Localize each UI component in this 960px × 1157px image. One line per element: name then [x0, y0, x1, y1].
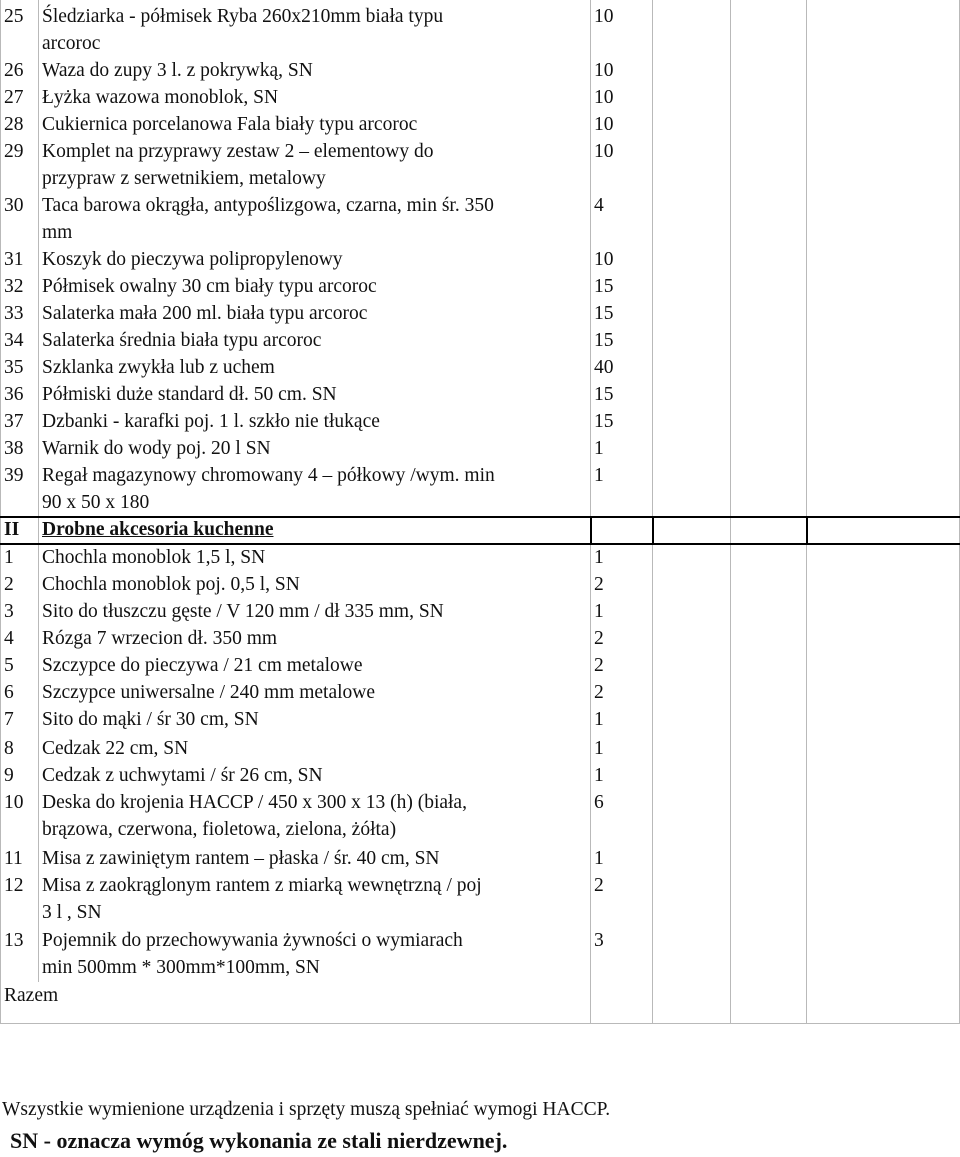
item-name-line: Sito do mąki / śr 30 cm, SN — [42, 709, 259, 730]
table-row — [0, 84, 960, 111]
empty-cell — [652, 327, 730, 354]
item-name — [38, 273, 590, 300]
item-quantity: 10 — [594, 87, 614, 108]
item-name — [38, 845, 590, 872]
item-number: 36 — [4, 384, 24, 405]
item-name-line: Cukiernica porcelanowa Fala biały typu arcoroc — [42, 114, 418, 135]
empty-cell — [652, 111, 730, 138]
item-name — [38, 381, 590, 408]
empty-cell — [806, 462, 960, 516]
empty-cell — [806, 408, 960, 435]
empty-cell — [806, 111, 960, 138]
item-number: 7 — [4, 709, 14, 730]
grid-line — [806, 516, 808, 545]
grid-line — [730, 0, 731, 1024]
empty-cell — [806, 3, 960, 57]
empty-cell — [730, 544, 806, 571]
table-row — [0, 246, 960, 273]
table-row — [0, 462, 960, 516]
item-name — [38, 927, 590, 982]
empty-cell — [652, 408, 730, 435]
empty-cell — [806, 435, 960, 462]
item-name — [38, 544, 590, 571]
table-row — [0, 872, 960, 927]
empty-cell — [652, 246, 730, 273]
empty-cell — [730, 872, 806, 927]
table-row — [0, 679, 960, 706]
item-quantity: 1 — [594, 738, 604, 759]
item-name — [38, 57, 590, 84]
empty-cell — [806, 735, 960, 762]
item-name-line: Pojemnik do przechowywania żywności o wymiarach — [42, 930, 463, 951]
item-name-line: mm — [42, 222, 73, 243]
section-title — [38, 516, 590, 544]
empty-cell — [806, 598, 960, 625]
item-name-line: arcoroc — [42, 33, 101, 54]
item-number: 29 — [4, 141, 24, 162]
item-name-line: Misa z zaokrąglonym rantem z miarką wewnętrzną / poj — [42, 875, 482, 896]
empty-cell — [730, 408, 806, 435]
table-row — [0, 544, 960, 571]
empty-cell — [652, 300, 730, 327]
item-number: 8 — [4, 738, 14, 759]
item-name-line: Waza do zupy 3 l. z pokrywką, SN — [42, 60, 313, 81]
item-name-line: Koszyk do pieczywa polipropylenowy — [42, 249, 343, 270]
item-number: II — [4, 519, 20, 540]
item-name-line: Rózga 7 wrzecion dł. 350 mm — [42, 628, 278, 649]
empty-cell — [730, 381, 806, 408]
empty-cell — [730, 3, 806, 57]
item-name-line: przypraw z serwetnikiem, metalowy — [42, 168, 326, 189]
empty-cell — [806, 300, 960, 327]
item-name — [38, 354, 590, 381]
table-row — [0, 598, 960, 625]
empty-cell — [806, 327, 960, 354]
grid-line — [0, 543, 960, 545]
empty-cell — [652, 789, 730, 845]
table-row — [0, 789, 960, 845]
item-name-line: Dzbanki - karafki poj. 1 l. szkło nie tłukące — [42, 411, 380, 432]
item-name — [38, 625, 590, 652]
empty-cell — [652, 138, 730, 192]
item-number: 9 — [4, 765, 14, 786]
item-number: 1 — [4, 547, 14, 568]
table-row — [0, 408, 960, 435]
sn-definition-note: SN - oznacza wymóg wykonania ze stali nierdzewnej. — [10, 1128, 508, 1153]
empty-cell — [652, 652, 730, 679]
empty-cell — [730, 706, 806, 735]
empty-cell — [652, 679, 730, 706]
item-quantity: 2 — [594, 875, 604, 896]
item-name — [38, 3, 590, 57]
table-row — [0, 845, 960, 872]
item-name-line: Misa z zawiniętym rantem – płaska / śr. 40 cm, SN — [42, 848, 440, 869]
item-number: 31 — [4, 249, 24, 270]
item-name-line: Szczypce do pieczywa / 21 cm metalowe — [42, 655, 363, 676]
empty-cell — [806, 192, 960, 246]
empty-cell — [806, 625, 960, 652]
table-row — [0, 735, 960, 762]
empty-cell — [652, 625, 730, 652]
empty-cell — [730, 273, 806, 300]
item-number: 27 — [4, 87, 24, 108]
empty-cell — [806, 679, 960, 706]
item-name-line: Drobne akcesoria kuchenne — [42, 519, 274, 540]
empty-cell — [652, 571, 730, 598]
empty-cell — [652, 927, 730, 982]
table-row — [0, 652, 960, 679]
item-number: 33 — [4, 303, 24, 324]
empty-cell — [730, 327, 806, 354]
empty-cell — [652, 3, 730, 57]
empty-cell — [806, 57, 960, 84]
item-number: 35 — [4, 357, 24, 378]
item-quantity: 3 — [594, 930, 604, 951]
item-name — [38, 246, 590, 273]
item-name-line: Cedzak 22 cm, SN — [42, 738, 189, 759]
item-name — [38, 462, 590, 516]
item-quantity: 40 — [594, 357, 614, 378]
empty-cell — [652, 462, 730, 516]
item-name — [38, 84, 590, 111]
empty-cell — [730, 652, 806, 679]
empty-cell — [652, 762, 730, 789]
total-row — [0, 982, 960, 1024]
table-row — [0, 327, 960, 354]
grid-line — [652, 0, 653, 1024]
table-row — [0, 762, 960, 789]
item-name — [38, 598, 590, 625]
item-number: 38 — [4, 438, 24, 459]
item-name-line: Warnik do wody poj. 20 l SN — [42, 438, 271, 459]
empty-cell — [806, 516, 960, 544]
empty-cell — [806, 789, 960, 845]
item-quantity: 1 — [594, 848, 604, 869]
table-row — [0, 57, 960, 84]
item-number: 39 — [4, 465, 24, 486]
empty-cell — [730, 845, 806, 872]
empty-cell — [806, 571, 960, 598]
item-name-line: Chochla monoblok 1,5 l, SN — [42, 547, 266, 568]
item-quantity: 6 — [594, 792, 604, 813]
item-number: 4 — [4, 628, 14, 649]
empty-cell — [652, 57, 730, 84]
empty-cell — [652, 845, 730, 872]
grid-line — [806, 0, 807, 1024]
item-quantity: 15 — [594, 411, 614, 432]
empty-cell — [652, 706, 730, 735]
empty-cell — [730, 762, 806, 789]
item-number: 10 — [4, 792, 24, 813]
empty-cell — [730, 598, 806, 625]
item-quantity: 15 — [594, 276, 614, 297]
total-label: Razem — [4, 985, 59, 1006]
item-name-line: Łyżka wazowa monoblok, SN — [42, 87, 279, 108]
item-quantity: 15 — [594, 384, 614, 405]
item-name-line: Szklanka zwykła lub z uchem — [42, 357, 275, 378]
item-number: 12 — [4, 875, 24, 896]
item-number: 28 — [4, 114, 24, 135]
empty-cell — [806, 273, 960, 300]
grid-line — [590, 0, 591, 1024]
empty-cell — [730, 192, 806, 246]
table-row — [0, 3, 960, 57]
empty-cell — [730, 625, 806, 652]
empty-cell — [730, 927, 806, 982]
empty-cell — [730, 679, 806, 706]
item-quantity: 1 — [594, 709, 604, 730]
item-number: 37 — [4, 411, 24, 432]
item-quantity: 15 — [594, 303, 614, 324]
empty-cell — [652, 544, 730, 571]
table-row — [0, 706, 960, 735]
item-name — [38, 679, 590, 706]
item-quantity: 2 — [594, 655, 604, 676]
item-name-line: Śledziarka - półmisek Ryba 260x210mm biała typu — [42, 6, 444, 27]
empty-cell — [652, 354, 730, 381]
item-name-line: Deska do krojenia HACCP / 450 x 300 x 13 (h) (biała, — [42, 792, 467, 813]
haccp-note: Wszystkie wymienione urządzenia i sprzęty muszą spełniać wymogi HACCP. — [2, 1099, 611, 1120]
empty-cell — [730, 735, 806, 762]
item-name — [38, 872, 590, 927]
item-name-line: Taca barowa okrągła, antypoślizgowa, czarna, min śr. 350 — [42, 195, 494, 216]
table-row — [0, 354, 960, 381]
section-header-row — [0, 516, 960, 544]
item-quantity: 1 — [594, 601, 604, 622]
empty-cell — [652, 273, 730, 300]
item-number: 26 — [4, 60, 24, 81]
empty-cell — [806, 138, 960, 192]
item-quantity: 4 — [594, 195, 604, 216]
item-name-line: Komplet na przyprawy zestaw 2 – elementowy do — [42, 141, 434, 162]
item-name — [38, 300, 590, 327]
empty-cell — [806, 84, 960, 111]
item-quantity: 2 — [594, 682, 604, 703]
empty-cell — [730, 111, 806, 138]
item-name-line: brązowa, czerwona, fioletowa, zielona, żółta) — [42, 819, 397, 840]
item-quantity: 10 — [594, 249, 614, 270]
item-quantity — [590, 516, 652, 544]
item-number: 5 — [4, 655, 14, 676]
table-row — [0, 381, 960, 408]
empty-cell — [652, 735, 730, 762]
item-name — [38, 735, 590, 762]
item-quantity: 2 — [594, 574, 604, 595]
empty-cell — [652, 381, 730, 408]
empty-cell — [652, 192, 730, 246]
item-name — [38, 789, 590, 845]
item-name-line: min 500mm * 300mm*100mm, SN — [42, 957, 320, 978]
item-quantity: 10 — [594, 114, 614, 135]
item-number: 2 — [4, 574, 14, 595]
empty-cell — [730, 571, 806, 598]
grid-line — [0, 1023, 960, 1024]
item-quantity: 10 — [594, 6, 614, 27]
empty-cell — [806, 845, 960, 872]
item-name — [38, 652, 590, 679]
item-quantity: 10 — [594, 141, 614, 162]
table-row — [0, 111, 960, 138]
table-row — [0, 625, 960, 652]
item-quantity: 1 — [594, 547, 604, 568]
item-quantity: 1 — [594, 438, 604, 459]
item-name-line: 90 x 50 x 180 — [42, 492, 150, 513]
item-name — [38, 111, 590, 138]
empty-cell — [730, 354, 806, 381]
table-row — [0, 927, 960, 982]
empty-cell — [652, 84, 730, 111]
item-name — [38, 327, 590, 354]
item-number: 6 — [4, 682, 14, 703]
item-name — [38, 706, 590, 735]
table-row — [0, 138, 960, 192]
item-number: 34 — [4, 330, 24, 351]
empty-cell — [806, 872, 960, 927]
item-name-line: Szczypce uniwersalne / 240 mm metalowe — [42, 682, 376, 703]
item-name-line: Regał magazynowy chromowany 4 – półkowy /wym. min — [42, 465, 495, 486]
empty-cell — [652, 435, 730, 462]
empty-cell — [652, 516, 730, 544]
item-name-line: Chochla monoblok poj. 0,5 l, SN — [42, 574, 300, 595]
table-row — [0, 192, 960, 246]
grid-line — [0, 516, 960, 518]
empty-cell — [806, 762, 960, 789]
empty-cell — [806, 544, 960, 571]
grid-line — [652, 516, 654, 545]
item-name — [38, 192, 590, 246]
item-quantity: 1 — [594, 465, 604, 486]
empty-cell — [806, 927, 960, 982]
table-row — [0, 571, 960, 598]
item-number: 25 — [4, 6, 24, 27]
item-number: 32 — [4, 276, 24, 297]
item-name-line: Cedzak z uchwytami / śr 26 cm, SN — [42, 765, 323, 786]
empty-cell — [730, 138, 806, 192]
empty-cell — [730, 57, 806, 84]
item-quantity: 2 — [594, 628, 604, 649]
empty-cell — [730, 462, 806, 516]
empty-cell — [806, 246, 960, 273]
item-name-line: Półmisek owalny 30 cm biały typu arcoroc — [42, 276, 377, 297]
empty-cell — [730, 246, 806, 273]
empty-cell — [730, 300, 806, 327]
item-number: 3 — [4, 601, 14, 622]
item-name — [38, 571, 590, 598]
grid-line — [0, 0, 1, 1024]
empty-cell — [730, 516, 806, 544]
empty-cell — [730, 789, 806, 845]
empty-cell — [652, 598, 730, 625]
item-name-line: Sito do tłuszczu gęste / V 120 mm / dł 335 mm, SN — [42, 601, 444, 622]
empty-cell — [806, 652, 960, 679]
item-quantity: 15 — [594, 330, 614, 351]
item-name-line: Salaterka średnia biała typu arcoroc — [42, 330, 322, 351]
item-name — [38, 138, 590, 192]
empty-cell — [730, 435, 806, 462]
item-name-line: 3 l , SN — [42, 902, 102, 923]
empty-cell — [806, 354, 960, 381]
table-row — [0, 435, 960, 462]
item-name — [38, 435, 590, 462]
grid-line — [590, 516, 592, 545]
table-row — [0, 273, 960, 300]
item-name-line: Półmiski duże standard dł. 50 cm. SN — [42, 384, 337, 405]
table-row — [0, 300, 960, 327]
item-name-line: Salaterka mała 200 ml. biała typu arcoroc — [42, 303, 368, 324]
item-number: 11 — [4, 848, 23, 869]
item-quantity: 10 — [594, 60, 614, 81]
item-quantity: 1 — [594, 765, 604, 786]
empty-cell — [806, 381, 960, 408]
item-number: 13 — [4, 930, 24, 951]
item-name — [38, 762, 590, 789]
empty-cell — [652, 872, 730, 927]
empty-cell — [730, 84, 806, 111]
grid-line — [38, 0, 39, 982]
empty-cell — [806, 706, 960, 735]
item-number: 30 — [4, 195, 24, 216]
item-name — [38, 408, 590, 435]
